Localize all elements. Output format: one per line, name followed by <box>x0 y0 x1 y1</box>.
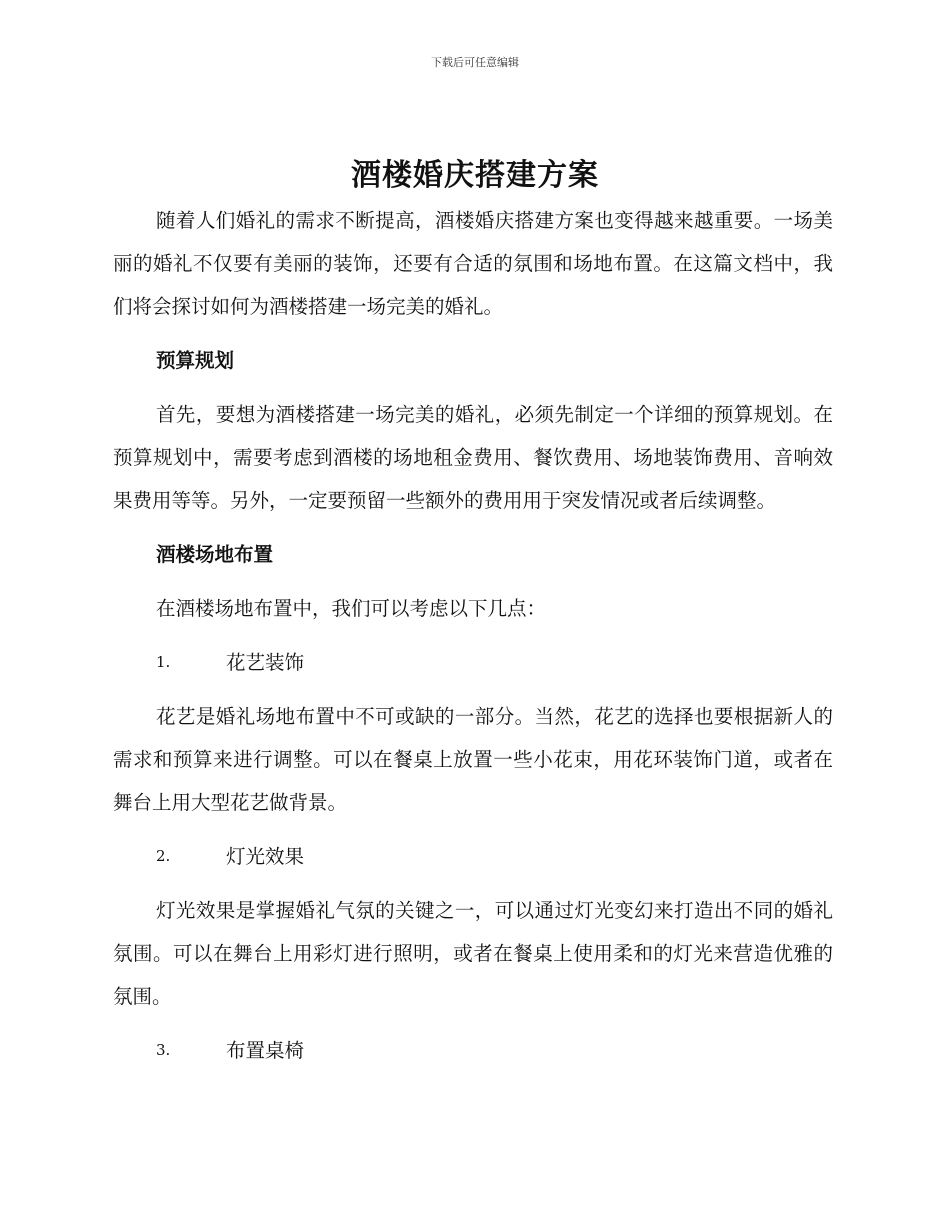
document-title: 酒楼婚庆搭建方案 <box>351 158 599 193</box>
list-item <box>113 641 833 684</box>
budget-paragraph: 首先，要想为酒楼搭建一场完美的婚礼，必须先制定一个详细的预算规划。在预算规划中，需要考虑到酒楼的场地租金费用、餐饮费用、场地装饰费用、音响效果费用等等。另外，一定要预留一些额外的费用用于突发情况或者后续调整。 <box>113 403 833 512</box>
document-body <box>113 199 833 1072</box>
list-label: 布置桌椅 <box>226 1039 305 1062</box>
list-number: 3. <box>156 1041 171 1059</box>
flower-paragraph: 花艺是婚礼场地布置中不可或缺的一部分。当然，花艺的选择也要根据新人的需求和预算来进行调整。可以在餐桌上放置一些小花束，用花环装饰门道，或者在舞台上用大型花艺做背景。 <box>113 705 833 814</box>
intro-paragraph: 随着人们婚礼的需求不断提高，酒楼婚庆搭建方案也变得越来越重要。一场美丽的婚礼不仅要有美丽的装饰，还要有合适的氛围和场地布置。在这篇文档中，我们将会探讨如何为酒楼搭建一场完美的婚礼。 <box>113 209 833 318</box>
list-item <box>113 835 833 878</box>
list-item <box>113 1029 833 1072</box>
list-label: 花艺装饰 <box>226 651 305 674</box>
section-heading-venue: 酒楼场地布置 <box>156 543 274 566</box>
list-number: 1. <box>156 653 171 671</box>
venue-intro-paragraph: 在酒楼场地布置中，我们可以考虑以下几点： <box>156 597 547 620</box>
list-number: 2. <box>156 847 171 865</box>
page-header: 下载后可任意编辑 <box>431 56 519 69</box>
section-heading-budget: 预算规划 <box>156 349 235 372</box>
lighting-paragraph: 灯光效果是掌握婚礼气氛的关键之一，可以通过灯光变幻来打造出不同的婚礼氛围。可以在舞台上用彩灯进行照明，或者在餐桌上使用柔和的灯光来营造优雅的氛围。 <box>113 899 833 1008</box>
list-label: 灯光效果 <box>226 845 305 868</box>
